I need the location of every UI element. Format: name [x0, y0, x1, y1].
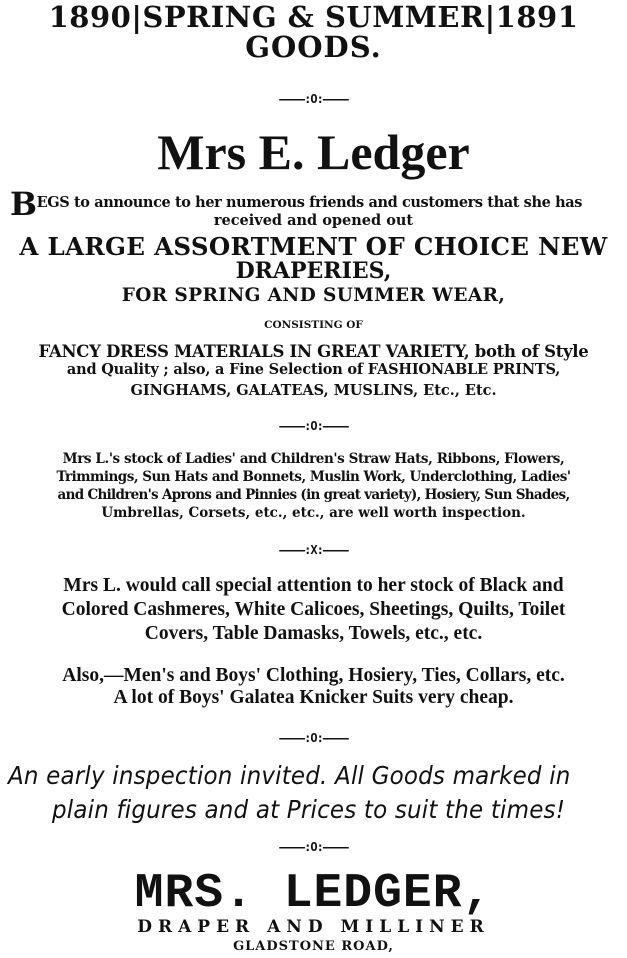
header-line — [0, 0, 627, 34]
assortment-line-4: FANCY DRESS MATERIALS IN GREAT VARIETY, both of Style — [38, 342, 589, 361]
header-subtitle: GOODS. — [245, 30, 382, 64]
attention-line-3: Covers, Table Damasks, Towels, etc., etc. — [144, 623, 483, 644]
also-line-1: Also,—Men's and Boys' Clothing, Hosiery, Ties, Collars, etc. — [62, 665, 565, 686]
separator: ————:O:———— — [279, 731, 348, 745]
footer-name: MRS. LEDGER, — [134, 867, 493, 921]
year-right: 1891 — [495, 0, 579, 34]
separator: ————:O:———— — [279, 92, 348, 106]
invite-line-1: An early inspection invited. All Goods marked in — [8, 761, 571, 790]
attention-line-1: Mrs L. would call special attention to her stock of Black and — [63, 575, 564, 596]
assortment-line-1: A LARGE ASSORTMENT OF CHOICE NEW — [19, 232, 608, 261]
footer-address: GLADSTONE ROAD, — [233, 939, 394, 954]
intro-text: EGS to announce to her numerous friends and customers that she has — [36, 194, 582, 211]
assortment-line-2: DRAPERIES, — [235, 258, 392, 284]
assortment-line-6: GINGHAMS, GALATEAS, MUSLINS, Etc., Etc. — [130, 382, 497, 399]
invite-line-2: plain figures and at Prices to suit the times! — [52, 795, 566, 824]
intro-line-2: received and opened out — [213, 212, 414, 229]
separator: ————:O:———— — [279, 419, 348, 433]
stock-line-3: and Children's Aprons and Pinnies (in great variety), Hosiery, Sun Shades, — [57, 487, 570, 503]
footer-trade: DRAPER AND MILLINER — [137, 917, 490, 937]
stock-line-1: Mrs L.'s stock of Ladies' and Children's Straw Hats, Ribbons, Flowers, — [62, 451, 565, 467]
separator: ————:X:———— — [279, 543, 348, 557]
separator: ————:O:———— — [279, 840, 348, 854]
year-left: 1890 — [48, 0, 132, 34]
stock-line-4: Umbrellas, Corsets, etc., etc., are well worth inspection. — [101, 505, 526, 521]
stock-line-2: Trimmings, Sun Hats and Bonnets, Muslin Work, Underclothing, Ladies' — [56, 469, 571, 485]
consisting-of: CONSISTING OF — [264, 319, 363, 331]
header-divider: | — [131, 0, 143, 34]
proprietor-name: Mrs E. Ledger — [157, 124, 470, 180]
attention-line-2: Colored Cashmeres, White Calicoes, Sheetings, Quilts, Toilet — [61, 599, 566, 620]
also-line-2: A lot of Boys' Galatea Knicker Suits very cheap. — [113, 687, 514, 708]
assortment-line-5: and Quality ; also, a Fine Selection of FASHIONABLE PRINTS, — [66, 361, 561, 378]
header-title: SPRING & SUMMER — [142, 0, 485, 34]
header-divider: | — [484, 0, 496, 34]
drop-cap: B — [10, 185, 37, 223]
assortment-line-3: FOR SPRING AND SUMMER WEAR, — [121, 285, 506, 306]
